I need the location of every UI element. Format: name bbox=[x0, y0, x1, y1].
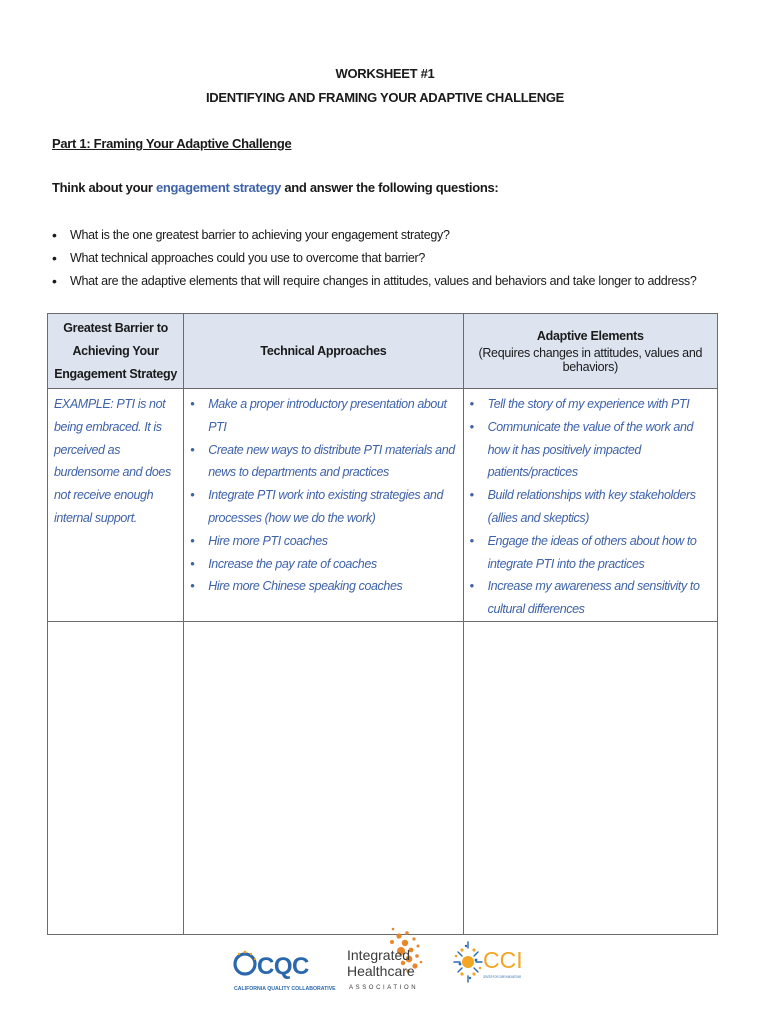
list-item: • Build relationships with key stakeholders (allies and skeptics) bbox=[470, 484, 711, 530]
question-item: • What is the one greatest barrier to achieving your engagement strategy? bbox=[52, 224, 697, 247]
list-item: • Communicate the value of the work and how it has positively impacted patients/practices bbox=[470, 416, 711, 484]
list-item: • Increase the pay rate of coaches bbox=[190, 553, 456, 576]
example-adaptive-cell[interactable] bbox=[463, 389, 717, 622]
part-heading: Part 1: Framing Your Adaptive Challenge bbox=[52, 136, 292, 151]
list-item: • Hire more Chinese speaking coaches bbox=[190, 575, 456, 598]
example-row bbox=[48, 389, 718, 622]
iha-wordmark-line3: ASSOCIATION bbox=[349, 985, 419, 991]
header-barrier-label: Greatest Barrier to Achieving Your Engagement Strategy bbox=[54, 320, 177, 381]
cqc-logo bbox=[232, 946, 336, 994]
list-item: • Engage the ideas of others about how to integrate PTI into the practices bbox=[470, 530, 711, 576]
example-barrier-cell[interactable] bbox=[48, 389, 184, 622]
example-technical-cell[interactable] bbox=[184, 389, 463, 622]
question-list bbox=[52, 224, 697, 293]
entry-adaptive-cell[interactable] bbox=[463, 621, 717, 934]
question-item: • What technical approaches could you use to overcome that barrier? bbox=[52, 247, 697, 270]
adaptive-list bbox=[464, 389, 717, 621]
title-line-1: WORKSHEET #1 bbox=[335, 66, 435, 81]
partner-logos bbox=[0, 922, 770, 1002]
worksheet-title bbox=[0, 62, 770, 110]
cci-tagline: CENTER FOR CARE INNOVATIONS bbox=[483, 975, 522, 979]
list-item: • Make a proper introductory presentation about PTI bbox=[190, 393, 456, 439]
prompt-highlight: engagement strategy bbox=[155, 180, 282, 195]
question-item: • What are the adaptive elements that will require changes in attitudes, values and behaviors and take longer to address? bbox=[52, 270, 697, 293]
prompt-after: and answer the following questions: bbox=[281, 180, 499, 195]
list-item: • Hire more PTI coaches bbox=[190, 530, 456, 553]
iha-wordmark-line2: Healthcare bbox=[347, 963, 415, 979]
header-adaptive-sublabel: (Requires changes in attitudes, values and behaviors) bbox=[478, 345, 703, 374]
header-adaptive-label: Adaptive Elements bbox=[536, 328, 644, 343]
iha-logo bbox=[345, 926, 427, 996]
list-item: • Create new ways to distribute PTI materials and news to departments and practices bbox=[190, 439, 456, 485]
instructions-prompt bbox=[52, 180, 498, 195]
entry-barrier-cell[interactable] bbox=[48, 621, 184, 934]
table-header-row bbox=[48, 314, 718, 389]
entry-technical-cell[interactable] bbox=[184, 621, 463, 934]
list-item: • Increase my awareness and sensitivity to cultural differences bbox=[470, 575, 711, 621]
header-barrier bbox=[48, 314, 184, 389]
cci-wordmark: CCI bbox=[483, 947, 523, 973]
cqc-wordmark: CQC bbox=[257, 953, 309, 980]
header-technical bbox=[184, 314, 463, 389]
header-adaptive bbox=[463, 314, 717, 389]
cqc-tagline: CALIFORNIA QUALITY COLLABORATIVE bbox=[234, 986, 336, 992]
list-item: • Integrate PTI work into existing strategies and processes (how we do the work) bbox=[190, 484, 456, 530]
prompt-before: Think about your bbox=[52, 180, 156, 195]
example-barrier-text: EXAMPLE: PTI is not being embraced. It is perceived as burdensome and does not receive enough internal support. bbox=[54, 397, 171, 525]
iha-wordmark-line1: Integrated bbox=[347, 947, 411, 963]
worksheet-table bbox=[47, 313, 718, 935]
technical-list bbox=[184, 389, 462, 598]
entry-row bbox=[48, 621, 718, 934]
cci-logo bbox=[452, 938, 524, 992]
header-technical-label: Technical Approaches bbox=[260, 344, 387, 358]
list-item: • Tell the story of my experience with PTI bbox=[470, 393, 711, 416]
title-line-2: IDENTIFYING AND FRAMING YOUR ADAPTIVE CHALLENGE bbox=[205, 90, 565, 105]
